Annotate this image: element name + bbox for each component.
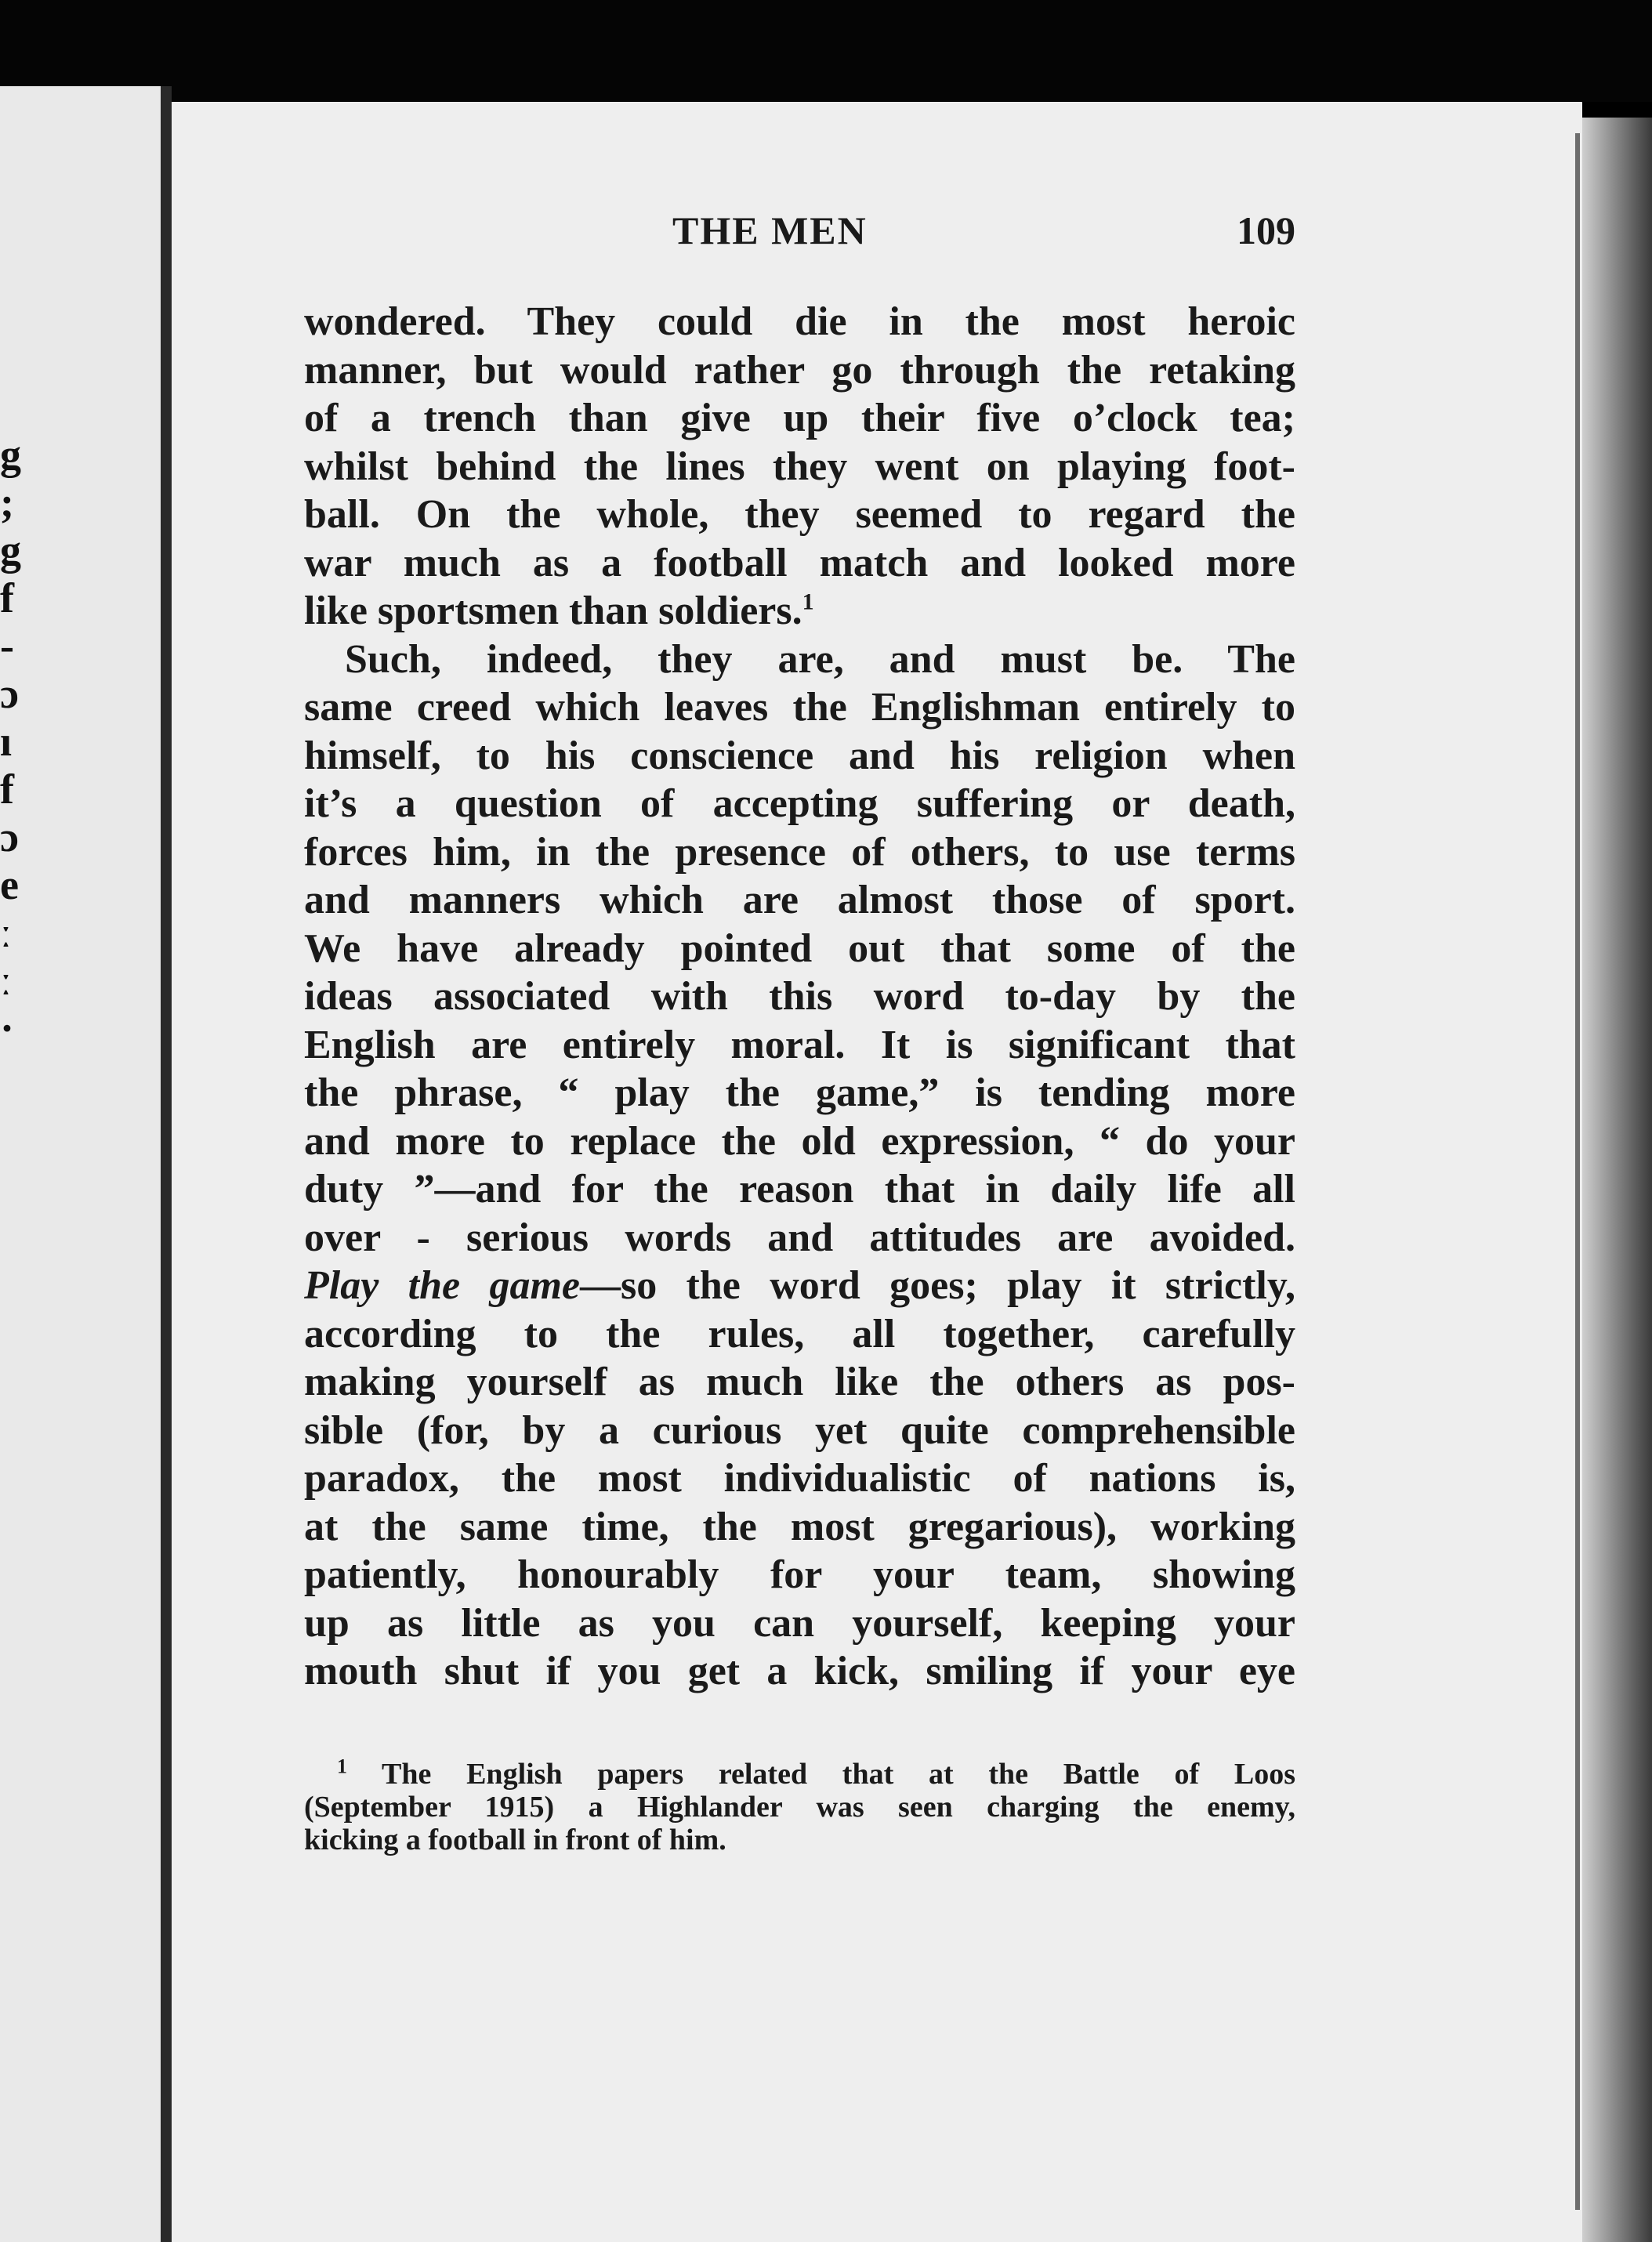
italic-phrase: Play the game [304, 1263, 580, 1308]
page-number: 109 [1237, 208, 1295, 252]
margin-letter: g [0, 527, 21, 574]
text-line: ideas associated with this word to-day by the [304, 974, 1295, 1019]
book-gutter [161, 86, 172, 2242]
margin-letter: ; [0, 479, 14, 526]
left-page-margin-letters [0, 431, 31, 1052]
text-line: over - serious words and attitudes are avoided. [304, 1215, 1295, 1260]
running-head [304, 208, 1295, 263]
text-line: paradox, the most individualistic of nations is, [304, 1456, 1295, 1501]
margin-letter: f [0, 766, 14, 813]
margin-letter: ː [0, 909, 13, 956]
text-line: ball. On the whole, they seemed to regard the [304, 492, 1295, 537]
margin-letter: · [0, 1005, 15, 1052]
text-line: like sportsmen than soldiers.$^1$ [304, 589, 814, 633]
footnote-line: kicking a football in front of him. [304, 1824, 726, 1856]
text-line: sible (for, by a curious yet quite comprehensible [304, 1407, 1295, 1453]
margin-letter: ɔ [0, 813, 19, 860]
footnote [304, 1758, 1295, 1856]
text-line: mouth shut if you get a kick, smiling if your eye [304, 1649, 1295, 1693]
margin-letter: g [0, 431, 21, 478]
left-page-strip [0, 86, 161, 2242]
margin-letter: ː [0, 957, 13, 1004]
footnote-line: $^1$ The English papers related that at the Battle of Loos [304, 1758, 1295, 1791]
footnote-marker: 1 [802, 589, 814, 615]
text-line: duty ”—and for the reason that in daily life all [304, 1167, 1295, 1212]
text-line: himself, to his conscience and his religion when [304, 733, 1295, 778]
text-line: patiently, honourably for your team, showing [304, 1552, 1295, 1597]
text-line: Play the game—so the word goes; play it strictly, [304, 1263, 1295, 1308]
margin-letter: f [0, 574, 14, 621]
text-line: of a trench than give up their five o’clock tea; [304, 396, 1295, 440]
text-line: whilst behind the lines they went on playing foot- [304, 444, 1295, 489]
footnote-number: 1 [337, 1758, 347, 1778]
text-line: the phrase, “ play the game,” is tending more [304, 1070, 1295, 1115]
text-line: up as little as you can yourself, keeping your [304, 1600, 1295, 1646]
text-line: manner, but would rather go through the retaking [304, 347, 1295, 393]
margin-letter: ı [0, 718, 13, 765]
text-line: We have already pointed out that some of the [304, 925, 1295, 971]
text-line: same creed which leaves the Englishman entirely to [304, 685, 1295, 730]
page-shadow [1582, 118, 1652, 2242]
text-line: war much as a football match and looked more [304, 540, 1295, 585]
footnote-line: (September 1915) a Highlander was seen charging the enemy, [304, 1791, 1295, 1824]
text-line: wondered. They could die in the most heroic [304, 299, 1295, 344]
text-line: and more to replace the old expression, “ do your [304, 1118, 1295, 1164]
text-line: according to the rules, all together, carefully [304, 1311, 1295, 1356]
page-edge [1575, 133, 1580, 2210]
text-line: at the same time, the most gregarious), working [304, 1504, 1295, 1549]
running-title: THE MEN [672, 208, 868, 252]
margin-letter: e [0, 861, 19, 908]
text-line: English are entirely moral. It is significant that [304, 1022, 1295, 1067]
text-line: forces him, in the presence of others, to use terms [304, 829, 1295, 875]
body-text [304, 298, 1295, 1696]
text-line: it’s a question of accepting suffering or death, [304, 781, 1295, 826]
text-line: and manners which are almost those of sport. [304, 878, 1295, 922]
margin-letter: - [0, 622, 14, 669]
text-line: making yourself as much like the others as pos- [304, 1360, 1295, 1404]
scan-background-top [0, 0, 1652, 102]
margin-letter: ɔ [0, 670, 19, 717]
text-line: Such, indeed, they are, and must be. The [345, 636, 1295, 682]
